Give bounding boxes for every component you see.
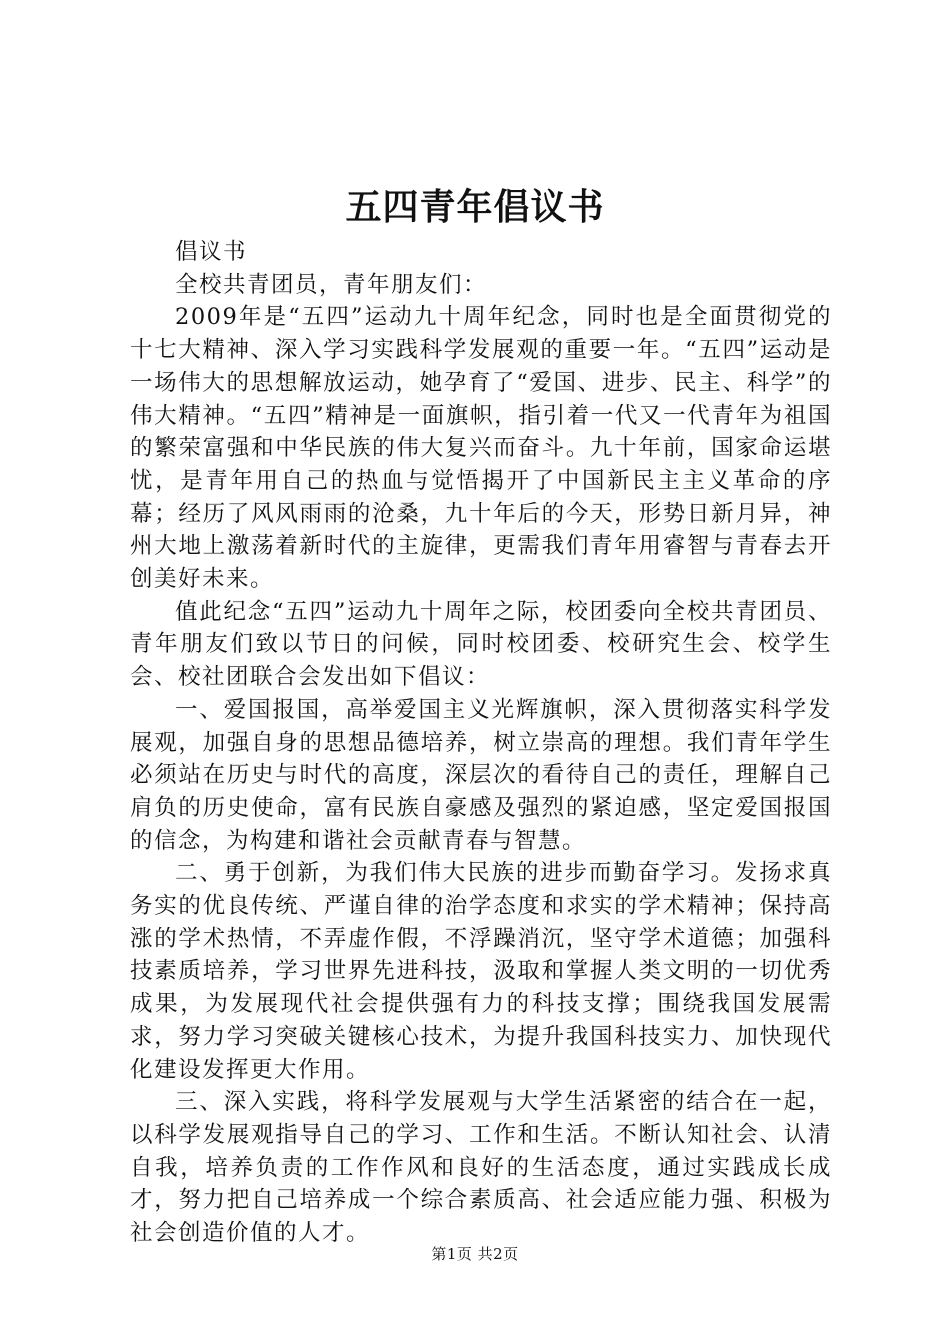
paragraph-item-1: 一、爱国报国，高举爱国主义光辉旗帜，深入贯彻落实科学发展观，加强自身的思想品德培养，树立崇高的理想。我们青年学生必须站在历史与时代的高度，深层次的看待自己的责任，理解自己肩负的历史使命，富有民族自豪感及强烈的紧迫感，坚定爱国报国的信念，为构建和谐社会贡献青春与智慧。 <box>130 696 832 854</box>
paragraph-item-3: 三、深入实践，将科学发展观与大学生活紧密的结合在一起，以科学发展观指导自己的学习、工作和生活。不断认知社会、认清自我，培养负责的工作作风和良好的生活态度，通过实践成长成才，努力把自己培养成一个综合素质高、社会适应能力强、积极为社会创造价值的人才。 <box>130 1089 832 1247</box>
paragraph-intro: 2009年是“五四”运动九十周年纪念，同时也是全面贯彻党的十七大精神、深入学习实践科学发展观的重要一年。“五四”运动是一场伟大的思想解放运动，她孕育了“爱国、进步、民主、科学”的伟大精神。“五四”精神是一面旗帜，指引着一代又一代青年为祖国的繁荣富强和中华民族的伟大复兴而奋斗。九十年前，国家命运堪忧，是青年用自己的热血与觉悟揭开了中国新民主主义革命的序幕；经历了风风雨雨的沧桑，九十年后的今天，形势日新月异，神州大地上激荡着新时代的主旋律，更需我们青年用睿智与青春去开创美好未来。 <box>130 304 832 593</box>
paragraph-heading: 倡议书 <box>175 239 248 265</box>
paragraph-item-2: 二、勇于创新，为我们伟大民族的进步而勤奋学习。发扬求真务实的优良传统、严谨自律的治学态度和求实的学术精神；保持高涨的学术热情，不弄虚作假，不浮躁消沉，坚守学术道德；加强科技素质培养，学习世界先进科技，汲取和掌握人类文明的一切优秀成果，为发展现代社会提供强有力的科技支撑；围绕我国发展需求，努力学习突破关键核心技术，为提升我国科技实力、加快现代化建设发挥更大作用。 <box>130 860 832 1083</box>
paragraph-salutation: 全校共青团员，青年朋友们： <box>175 271 488 298</box>
document-body <box>130 236 832 1250</box>
document-title: 五四青年倡议书 <box>345 187 605 228</box>
page-footer: 第1页 共2页 <box>431 1245 519 1263</box>
paragraph-proposal: 值此纪念“五四”运动九十周年之际，校团委向全校共青团员、青年朋友们致以节日的问候，同时校团委、校研究生会、校学生会、校社团联合会发出如下倡议： <box>130 598 832 691</box>
